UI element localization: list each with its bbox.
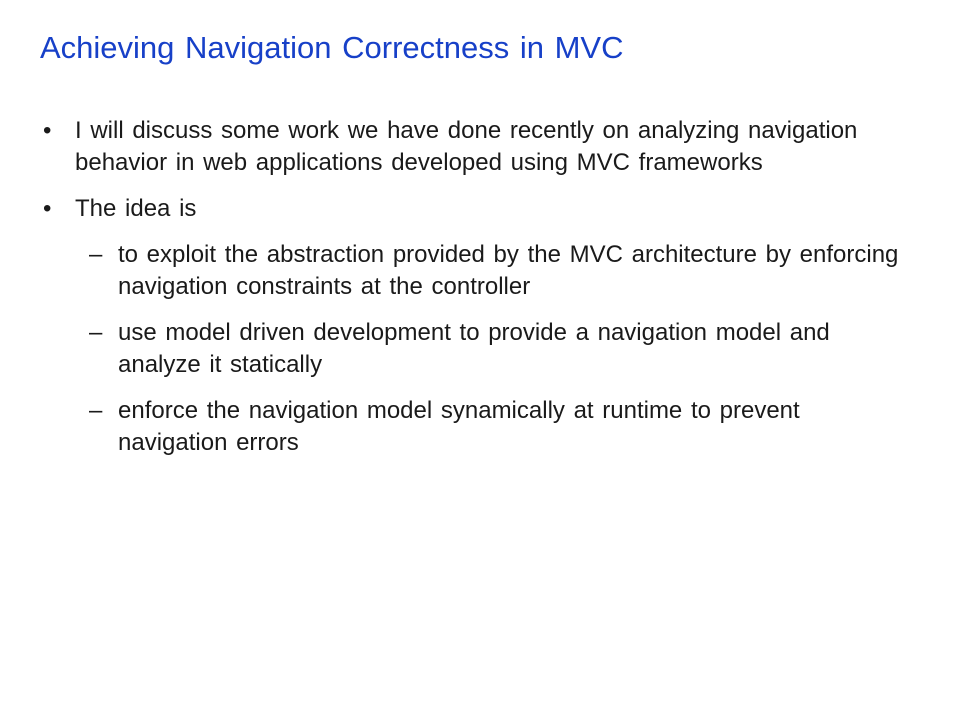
- bullet-marker: •: [43, 117, 52, 144]
- sub-bullet-marker: –: [89, 397, 103, 424]
- bullet-item: [43, 193, 895, 225]
- bullet-item: [43, 115, 895, 179]
- sub-bullet-item: [89, 317, 908, 381]
- bullet-text: The idea is: [75, 195, 197, 222]
- sub-bullet-item: [89, 395, 908, 459]
- sub-bullet-marker: –: [89, 241, 103, 268]
- slide-title: Achieving Navigation Correctness in MVC: [40, 30, 624, 65]
- sub-bullet-text: use model driven development to provide a navigation model and analyze it statically: [118, 319, 830, 378]
- sub-bullet-text: to exploit the abstraction provided by the MVC architecture by enforcing navigation constraints at the controller: [118, 241, 899, 300]
- sub-bullet-text: enforce the navigation model synamically at runtime to prevent navigation errors: [118, 397, 800, 456]
- bullet-text: I will discuss some work we have done recently on analyzing navigation behavior in web applications developed using MVC frameworks: [75, 117, 858, 176]
- bullet-marker: •: [43, 195, 52, 222]
- slide-body: [0, 115, 960, 473]
- sub-bullet-item: [89, 239, 908, 303]
- sub-bullet-marker: –: [89, 319, 103, 346]
